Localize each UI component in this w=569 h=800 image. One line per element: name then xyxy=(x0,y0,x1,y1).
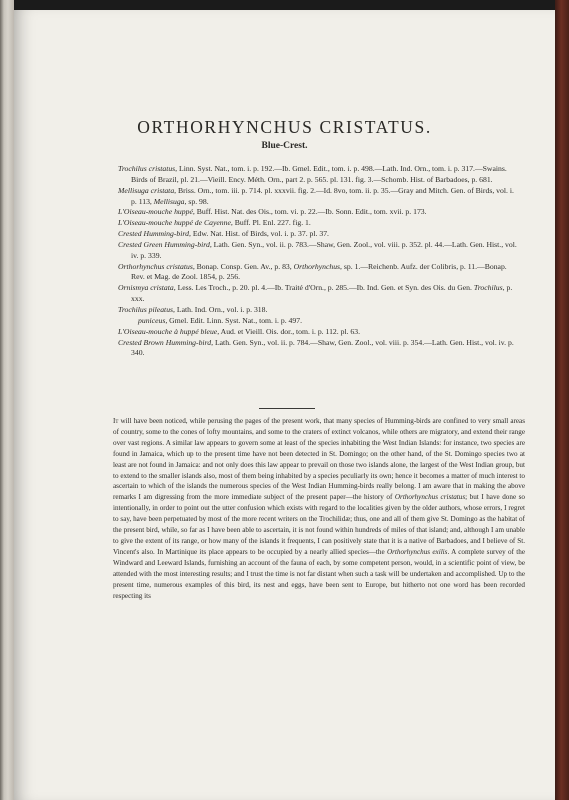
adjacent-page-edge xyxy=(0,0,14,800)
italic-segment xyxy=(474,283,503,292)
italic-name: Crested Humming-bird xyxy=(118,229,189,239)
italic-segment xyxy=(118,305,173,314)
italic-name: Orthorhynchus cristatus xyxy=(394,493,466,502)
text-segment: , Gmel. Edit. Linn. Syst. Nat., tom. i. p. 497. xyxy=(165,315,302,325)
synonymy-entry xyxy=(118,186,518,208)
italic-name: puniceus xyxy=(138,315,166,325)
italic-segment xyxy=(118,338,211,347)
body-paragraph xyxy=(113,416,525,601)
italic-name: L'Oiseau-mouche huppé xyxy=(118,207,193,217)
italic-name: Orthorhynchus exilis xyxy=(386,547,448,556)
text-segment: . A complete survey of the Windward and Leeward Islands, furnishing an account of the fauna of each, by some competent person, would, in a scientific point of view, be attended with the most interesting results; and I trust the time is not far distant when such a task will be undertaken and accomplished. Up to the present time, numerous examples of this bird, its nest and eggs, have been sent to Europe, but hitherto not one word has been recorded respecting its xyxy=(113,547,525,600)
italic-name: Mellisuga xyxy=(153,196,185,206)
synonymy-entry xyxy=(118,327,518,338)
italic-name: L'Oiseau-mouche à huppé bleue xyxy=(118,326,218,336)
synonymy-entry xyxy=(118,283,518,305)
synonymy-entry xyxy=(118,207,518,218)
text-segment: , Lath. Gen. Syn., vol. ii. p. 783.—Shaw, Gen. Zool., vol. viii. p. 352. pl. 44.—Lath. Gen. Hist., vol. iv. p. 339. xyxy=(131,239,517,260)
italic-segment xyxy=(118,186,174,195)
italic-segment xyxy=(118,262,193,271)
italic-name: Crested Green Humming-bird xyxy=(118,239,210,249)
text-segment: , p. xxx. xyxy=(131,283,513,304)
text-segment: , Buff. Pl. Enl. 227. fig. 1. xyxy=(230,218,311,228)
italic-name: Trochilus xyxy=(473,283,503,293)
section-divider xyxy=(259,408,315,409)
text-segment: ; but I have done so intentionally, in order to point out the utter confusion which exists with regard to the localities given by the older authors, whose errors, I regret to say, have been perpetuated by most of the more recent writers on the Trochilidæ; thus, one and all of them give St. Domingo as the habitat of the present bird, while, so far as I have been able to ascertain, it is not found within hundreds of miles of that island; and, although I am unable to give the extent of its range, or how many of the islands it frequents, I can positively state that it is a native of Barbadoes, and I believe of St. Vincent's also. In Martinique its place appears to be occupied by a nearly allied species—the xyxy=(113,493,526,556)
italic-segment xyxy=(395,493,465,501)
italic-name: Trochilus pileatus xyxy=(118,304,174,314)
body-text xyxy=(113,416,525,601)
book-page xyxy=(14,10,555,800)
text-segment: , Linn. Syst. Nat., tom. i. p. 192.—Ib. Gmel. Edit., tom. i. p. 498.—Lath. Ind. Orn., tom. i. p. 317.—Swains. Birds of Brazil, pl. 21.—Vieill. Ency. Méth. Orn., part 2. p. 565. pl. 131. fig. 3.—Schomb. Hist. of Barbadoes, p. 681. xyxy=(131,164,507,184)
body-lead-word: It xyxy=(113,417,119,425)
synonymy-entry xyxy=(118,164,518,186)
italic-segment xyxy=(118,207,193,216)
italic-name: Trochilus cristatus xyxy=(118,164,176,173)
italic-segment xyxy=(118,240,210,249)
italic-segment xyxy=(154,197,185,206)
text-segment: , Briss. Orn., tom. iii. p. 714. pl. xxxvii. fig. 2.—Id. 8vo, tom. ii. p. 35.—Gray and Mitch. Gen. of Birds, vol. i. p. 113, xyxy=(131,185,514,206)
italic-name: L'Oiseau-mouche huppé de Cayenne xyxy=(118,218,231,228)
italic-name: Mellisuga cristata xyxy=(118,185,175,195)
italic-segment xyxy=(118,229,189,238)
text-segment: , Lath. Gen. Syn., vol. ii. p. 784.—Shaw, Gen. Zool., vol. viii. p. 354.—Lath. Gen. Hist., vol. iv. p. 340. xyxy=(131,337,514,358)
synonymy-entry xyxy=(118,316,518,327)
page-title: ORTHORHYNCHUS CRISTATUS. xyxy=(137,117,432,137)
book-cover-edge xyxy=(555,0,569,800)
italic-segment xyxy=(138,316,165,325)
italic-segment xyxy=(118,218,231,227)
synonymy-list xyxy=(118,164,518,359)
synonymy-entry xyxy=(118,229,518,240)
italic-segment xyxy=(294,262,340,271)
text-segment: , sp. 98. xyxy=(184,196,209,206)
synonymy-entry xyxy=(118,305,518,316)
italic-segment xyxy=(118,164,175,173)
text-segment: , sp. 1.—Reichenb. Aufz. der Colibris, p. 11.—Bonap. Rev. et Mag. de Zool. 1854, p. 256. xyxy=(131,261,507,282)
italic-segment xyxy=(118,327,217,336)
italic-name: Ornismya cristata xyxy=(118,283,174,293)
text-segment: , Less. Les Troch., p. 20. pl. 4.—Ib. Traité d'Orn., p. 285.—Ib. Ind. Gen. et Syn. des Ois. du Gen. xyxy=(173,283,474,293)
italic-name: Orthorhynchus cristatus xyxy=(118,261,193,271)
italic-name: Crested Brown Humming-bird xyxy=(118,337,212,347)
text-segment: , Aud. et Vieill. Ois. dor., tom. i. p. 112. pl. 63. xyxy=(217,326,361,336)
synonymy-entry xyxy=(118,218,518,229)
synonymy-entry xyxy=(118,240,518,262)
text-segment: will have been noticed, while perusing the pages of the present work, that many species of Humming-birds are confined to very small areas of country, some to the cones of lofty mountains, and some to the craters of extinct volcanos, while others are migratory, and extend their range over vast regions. A similar law appears to govern some at least of the species inhabiting the West Indian Islands: for instance, two species are found in Jamaica, which up to the present time have not been detected in St. Domingo; on the other hand, of the St. Domingo species two at least are not found in Jamaica: and not only does this law appear to prevail on those two islands alone, the largest of the West Indian group, but to extend to the smaller islands also, most of them being inhabited by a species peculiarly its own; hence it becomes a matter of much interest to ascertain to which of the islands the numerous species of the West Indian Humming-birds really belong. I am aware that in making the above remarks I am digressing from the more immediate subject of the present paper—the history of xyxy=(113,417,525,502)
synonymy-entry xyxy=(118,262,518,284)
text-segment: , Lath. Ind. Orn., vol. i. p. 318. xyxy=(173,304,268,314)
page-subtitle: Blue-Crest. xyxy=(261,141,308,151)
text-segment: , Bonap. Consp. Gen. Av., p. 83, xyxy=(192,261,294,271)
italic-segment xyxy=(118,283,174,292)
italic-name: Orthorhynchus xyxy=(293,261,341,271)
text-segment: , Buff. Hist. Nat. des Ois., tom. vi. p. 22.—Ib. Sonn. Edit., tom. xvii. p. 173. xyxy=(192,207,427,217)
text-segment: , Edw. Nat. Hist. of Birds, vol. i. p. 37. pl. 37. xyxy=(188,229,329,239)
italic-segment xyxy=(387,548,447,556)
synonymy-entry xyxy=(118,338,518,360)
